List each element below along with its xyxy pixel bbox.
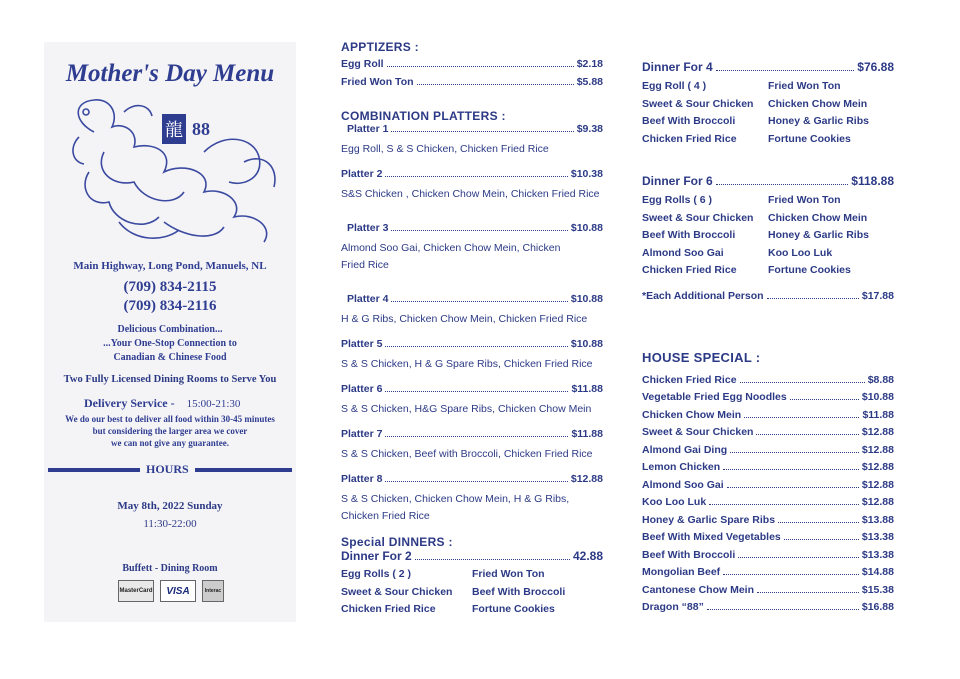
dinner-item: Egg Rolls ( 6 ) (642, 194, 713, 206)
logo-character: 龍 (162, 114, 186, 144)
dinner-item: Chicken Fried Rice (341, 603, 436, 615)
menu-item: Cantonese Chow Mein $15.38 (642, 583, 894, 596)
combination-heading: COMBINATION PLATTERS : (341, 109, 506, 123)
menu-item: Chicken Fried Rice $8.88 (642, 373, 894, 386)
tagline-1: Delicious Combination... (117, 324, 223, 335)
address: Main Highway, Long Pond, Manuels, NL (73, 260, 267, 272)
buffet-note: Buffett - Dining Room (122, 563, 218, 574)
dinner-item: Honey & Garlic Ribs (768, 115, 869, 127)
special-dinners-heading: Special DINNERS : (341, 535, 453, 549)
dinner-item: Chicken Fried Rice (642, 132, 737, 145)
platter-row: Platter 6 $11.88 (341, 383, 603, 395)
dinner-item: Egg Roll ( 4 ) (642, 80, 707, 92)
menu-item: Lemon Chicken $12.88 (642, 461, 894, 473)
dinner-item: Fortune Cookies (472, 603, 555, 615)
menu-item: Vegetable Fried Egg Noodles $10.88 (642, 391, 894, 403)
logo-badge (162, 114, 210, 144)
dinner-item: Fortune Cookies (768, 264, 851, 276)
dinner-item: Fried Won Ton (472, 568, 545, 580)
dinner-item: Fried Won Ton (768, 194, 841, 206)
tagline-2: ...Your One-Stop Connection to (103, 338, 237, 349)
hours-heading: HOURS (140, 462, 195, 477)
menu-item: Honey & Garlic Spare Ribs $13.88 (642, 513, 894, 526)
payment-cards (118, 580, 224, 602)
dinner-item: Beef With Broccoli (642, 229, 736, 241)
platter-desc: H & G Ribs, Chicken Chow Mein, Chicken Fried Rice (341, 313, 588, 325)
house-special-heading: HOUSE SPECIAL : (642, 349, 761, 365)
dinner-item: Egg Rolls ( 2 ) (341, 568, 412, 580)
platter-desc: S & S Chicken, H&G Spare Ribs, Chicken Chow Mein (341, 403, 592, 415)
menu-column-middle (341, 40, 603, 619)
platter-row: Platter 2 $10.38 (341, 168, 603, 180)
menu-item: Egg Roll $2.18 (341, 58, 603, 70)
dinner-for-4-items (642, 78, 894, 148)
dinner-item: Chicken Fried Rice (642, 264, 737, 276)
dinner-item: Chicken Chow Mein (768, 211, 868, 224)
logo-number: 88 (192, 118, 210, 139)
dinner-for-6-row: Dinner For 6 $118.88 (642, 174, 894, 188)
dinner-item: Fortune Cookies (768, 132, 851, 145)
platter-row: Platter 8 $12.88 (341, 473, 603, 485)
platter-desc: S & S Chicken, H & G Spare Ribs, Chicken Fried Rice (341, 358, 593, 370)
interac-icon: Interac (202, 580, 224, 602)
dinner-for-2-row: Dinner For 2 42.88 (341, 549, 603, 563)
dinner-for-4-row: Dinner For 4 $76.88 (642, 60, 894, 74)
platter-row: Platter 3 $10.88 (347, 222, 603, 234)
platter-desc: S & S Chicken, Beef with Broccoli, Chicken Fried Rice (341, 448, 593, 460)
tagline-3: Canadian & Chinese Food (113, 352, 227, 363)
platter-desc: S & S Chicken, Chicken Chow Mein, H & G Ribs, Chicken Fried Rice (341, 493, 570, 522)
combination-list (341, 123, 603, 525)
delivery-note-1: We do our best to deliver all food within 30-45 minutes (65, 414, 275, 424)
phone-2: (709) 834-2116 (123, 298, 217, 314)
dining-rooms: Two Fully Licensed Dining Rooms to Serve You (63, 374, 277, 385)
menu-item: Beef With Broccoli $13.38 (642, 548, 894, 561)
dinner-item: Chicken Chow Mein (768, 97, 868, 110)
platter-row: Platter 4 $10.88 (347, 293, 603, 305)
menu-item: Almond Soo Gai $12.88 (642, 478, 894, 491)
delivery-note-3: we can not give any guarantee. (111, 438, 229, 448)
menu-item: Almond Gai Ding $12.88 (642, 443, 894, 456)
visa-icon: VISA (160, 580, 196, 602)
dinner-item: Honey & Garlic Ribs (768, 229, 869, 241)
dinner-item: Beef With Broccoli (642, 115, 736, 127)
platter-desc: S&S Chicken , Chicken Chow Mein, Chicken Fried Rice (341, 188, 600, 200)
delivery-service (84, 396, 240, 411)
house-special-list (642, 374, 894, 619)
dinner-item: Sweet & Sour Chicken (642, 97, 754, 110)
dinner-item: Sweet & Sour Chicken (642, 211, 754, 224)
hours-time: 11:30-22:00 (143, 518, 197, 530)
dinner-item: Beef With Broccoli (472, 585, 566, 598)
delivery-hours: 15:00-21:30 (186, 398, 241, 410)
menu-item: Chicken Chow Mein $11.88 (642, 408, 894, 421)
menu-item: Dragon “88” $16.88 (642, 601, 894, 613)
platter-row: Platter 1 $9.38 (347, 123, 603, 135)
platter-desc: Almond Soo Gai, Chicken Chow Mein, Chicken Fried Rice (341, 242, 561, 271)
dinner-item: Koo Loo Luk (768, 246, 833, 259)
dinner-for-6-items (642, 192, 894, 280)
dinner-item: Sweet & Sour Chicken (341, 585, 453, 598)
menu-item: Mongolian Beef $14.88 (642, 566, 894, 578)
delivery-label: Delivery Service - (84, 396, 175, 410)
appetizers-list (341, 58, 603, 94)
dinner-item: Fried Won Ton (768, 80, 841, 92)
dinner-item: Almond Soo Gai (642, 246, 724, 259)
dinner-for-2-items (341, 566, 603, 619)
delivery-note-2: but considering the larger area we cover (92, 426, 248, 436)
platter-row: Platter 5 $10.88 (341, 338, 603, 350)
menu-title: Mother's Day Menu (65, 60, 275, 87)
menu-item: Koo Loo Luk $12.88 (642, 496, 894, 508)
menu-item: Beef With Mixed Vegetables $13.38 (642, 531, 894, 543)
additional-person-row: *Each Additional Person $17.88 (642, 289, 894, 302)
hours-date: May 8th, 2022 Sunday (117, 500, 223, 512)
appetizers-heading: APPTIZERS : (341, 40, 419, 54)
platter-desc: Egg Roll, S & S Chicken, Chicken Fried Rice (341, 143, 549, 155)
menu-column-right (642, 60, 894, 619)
platter-row: Platter 7 $11.88 (341, 428, 603, 440)
menu-item: Sweet & Sour Chicken $12.88 (642, 426, 894, 438)
phone-1: (709) 834-2115 (123, 279, 217, 295)
menu-item: Fried Won Ton $5.88 (341, 76, 603, 88)
menu-cover-panel (44, 42, 296, 622)
mastercard-icon: MasterCard (118, 580, 154, 602)
